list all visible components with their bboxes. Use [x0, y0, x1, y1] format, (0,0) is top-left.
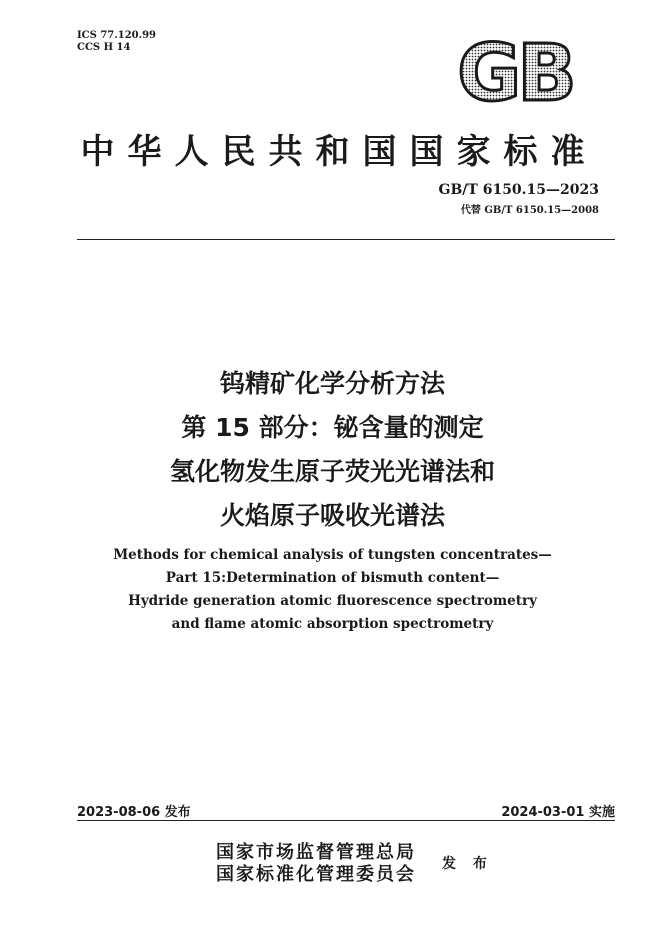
- issue-date: 2023-08-06 发布: [77, 805, 191, 820]
- issuer-line-2: 国家标准化管理委员会: [216, 864, 416, 885]
- chinese-title-line-4: 火焰原子吸收光谱法: [219, 501, 445, 530]
- chinese-title: [0, 362, 665, 538]
- english-title-line-2: Part 15:Determination of bismuth content—: [165, 570, 500, 586]
- english-title-line-1: Methods for chemical analysis of tungsten concentrates—: [113, 547, 552, 563]
- standard-number: GB/T 6150.15—2023: [438, 182, 599, 198]
- replaces-standard: 代替 GB/T 6150.15—2008: [460, 205, 599, 216]
- issuing-authorities: [216, 842, 416, 886]
- ccs-code: CCS H 14: [77, 42, 131, 53]
- standard-title: 中华人民共和国国家标准: [80, 132, 598, 172]
- issuer-line-1: 国家市场监督管理总局: [216, 842, 416, 863]
- english-title-line-3: Hydride generation atomic fluorescence spectrometry: [128, 593, 537, 609]
- chinese-title-line-3: 氢化物发生原子荧光光谱法和: [169, 457, 495, 486]
- bottom-divider: [77, 820, 615, 821]
- issue-action: 发 布: [442, 856, 493, 872]
- classification-codes: [77, 30, 156, 54]
- chinese-title-line-1: 钨精矿化学分析方法: [219, 369, 445, 398]
- chinese-title-line-2: 第 15 部分：铋含量的测定: [181, 413, 484, 442]
- top-divider: [77, 239, 615, 240]
- ics-code: ICS 77.120.99: [77, 30, 157, 41]
- implementation-date: 2024-03-01 实施: [501, 805, 615, 820]
- english-title: [0, 544, 665, 636]
- gb-logo-text: GB: [457, 40, 573, 106]
- english-title-line-4: and flame atomic absorption spectrometry: [171, 616, 494, 632]
- gb-logo: [447, 40, 583, 106]
